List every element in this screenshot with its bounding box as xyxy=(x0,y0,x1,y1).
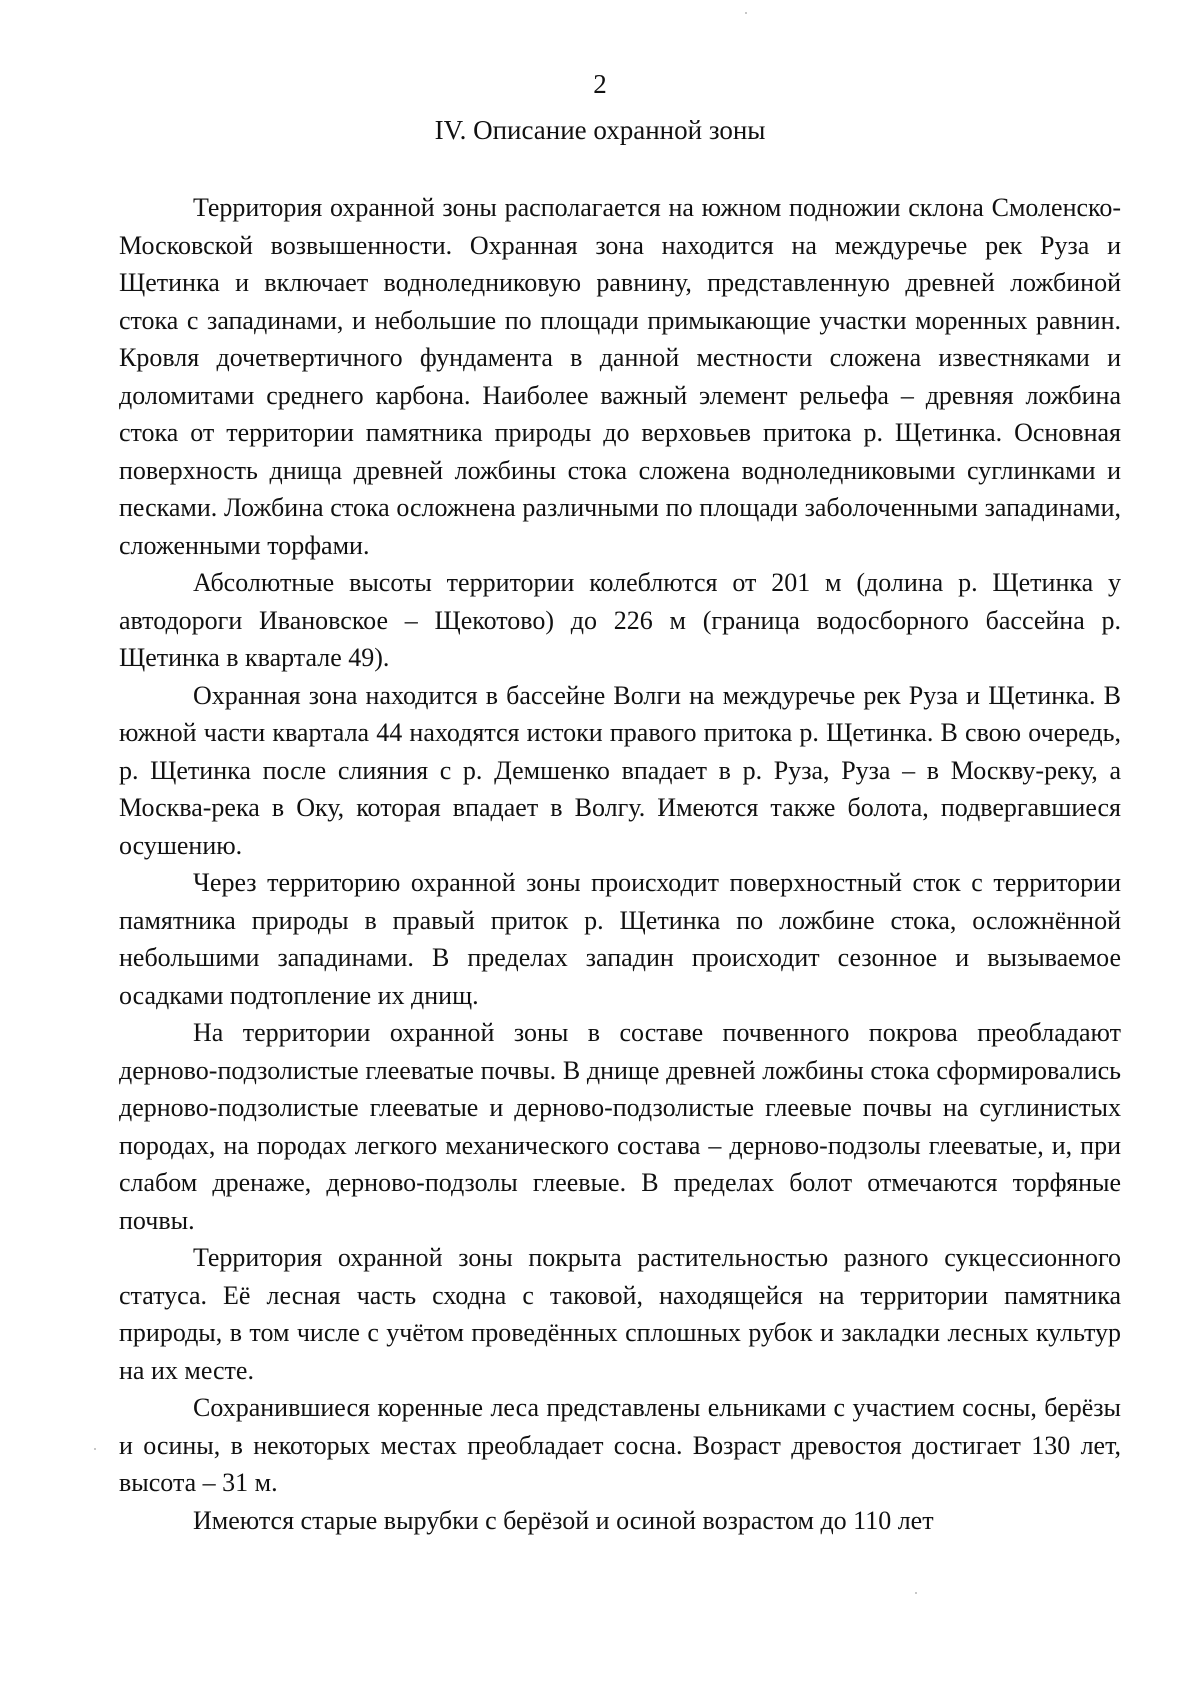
paragraph-old-clearings: Имеются старые вырубки с берёзой и осиной возрастом до 110 лет xyxy=(193,1505,934,1535)
body-text xyxy=(119,189,1121,1539)
paragraph-relief: Территория охранной зоны располагается на южном подножии склона Смоленско-Московской возвышенности. Охранная зона находится на междуречье рек Руза и Щетинка и включает водноледниковую равнину, представленную древней ложбиной стока с западинами, и небольшие по площади примыкающие участки моренных равнин. Кровля дочетвертичного фундамента в данной местности сложена известняками и доломитами среднего карбона. Наиболее важный элемент рельефа – древняя ложбина стока от территории памятника природы до верховьев притока р. Щетинка. Основная поверхность днища древней ложбины стока сложена водноледниковыми суглинками и песками. Ложбина стока осложнена различными по площади заболоченными западинами, сложенными торфами. xyxy=(119,193,1121,560)
scan-speck xyxy=(915,1592,917,1594)
section-title: IV. Описание охранной зоны xyxy=(434,115,766,145)
paragraph-elevations: Абсолютные высоты территории колеблются от 201 м (долина р. Щетинка у автодороги Ивановское – Щекотово) до 226 м (граница водосборного бассейна р. Щетинка в квартале 49). xyxy=(119,568,1121,672)
paragraph-hydrography: Охранная зона находится в бассейне Волги на междуречье рек Руза и Щетинка. В южной части квартала 44 находятся истоки правого притока р. Щетинка. В свою очередь, р. Щетинка после слияния с р. Демшенко впадает в р. Руза, Руза – в Москву-реку, а Москва-река в Оку, которая впадает в Волгу. Имеются также болота, подвергавшиеся осушению. xyxy=(119,680,1121,860)
paragraph-native-forests: Сохранившиеся коренные леса представлены ельниками с участием сосны, берёзы и осины, в некоторых местах преобладает сосна. Возраст древостоя достигает 130 лет, высота – 31 м. xyxy=(119,1393,1121,1497)
page-number: 2 xyxy=(593,69,607,99)
paragraph-surface-runoff: Через территорию охранной зоны происходит поверхностный сток с территории памятника природы в правый приток р. Щетинка по ложбине стока, осложнённой небольшими западинами. В пределах западин происходит сезонное и вызываемое осадками подтопление их днищ. xyxy=(119,868,1121,1010)
paragraph-vegetation: Территория охранной зоны покрыта растительностью разного сукцессионного статуса. Её лесная часть сходна с таковой, находящейся на территории памятника природы, в том числе с учётом проведённых сплошных рубок и закладки лесных культур на их месте. xyxy=(119,1243,1121,1385)
scan-speck xyxy=(745,12,747,14)
paragraph-soils: На территории охранной зоны в составе почвенного покрова преобладают дерново-подзолистые глееватые почвы. В днище древней ложбины стока сформировались дерново-подзолистые глееватые и дерново-подзолистые глеевые почвы на суглинистых породах, на породах легкого механического состава – дерново-подзолы глееватые, и, при слабом дренаже, дерново-подзолы глеевые. В пределах болот отмечаются торфяные почвы. xyxy=(119,1018,1121,1235)
scan-speck xyxy=(94,1448,96,1450)
